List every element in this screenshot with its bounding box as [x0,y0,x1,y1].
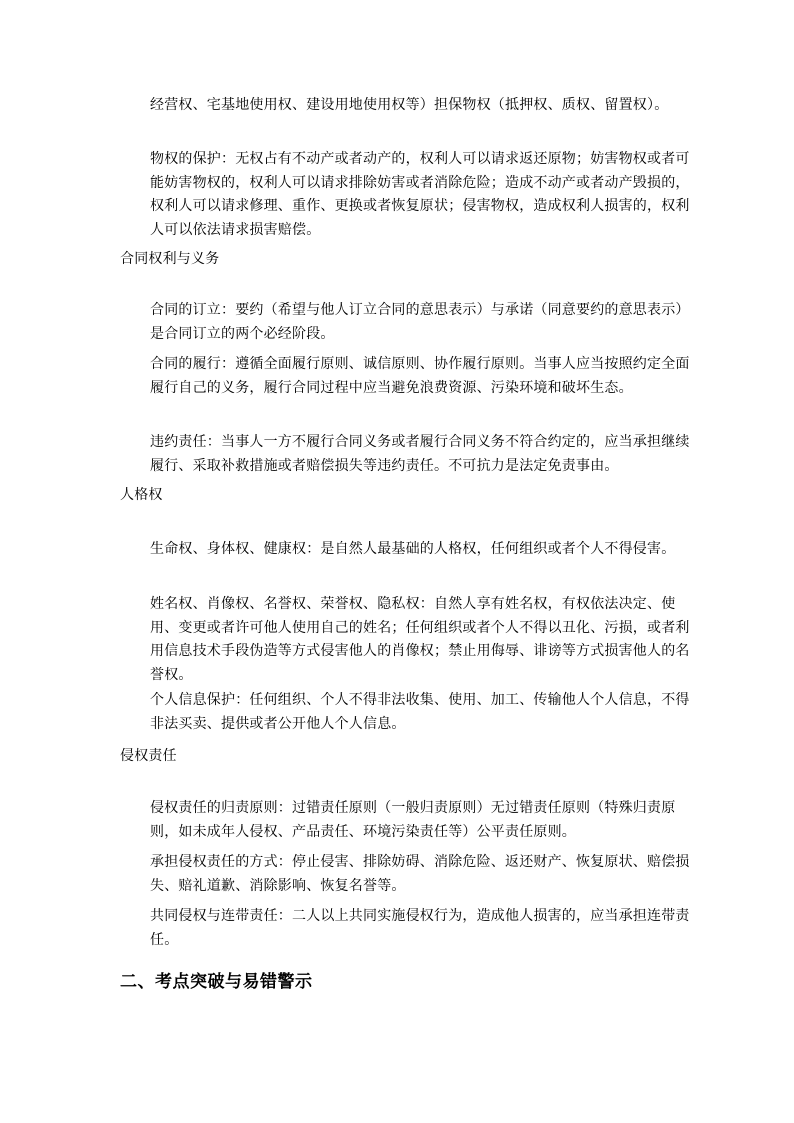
paragraph-property-protection: 物权的保护：无权占有不动产或者动产的，权利人可以请求返还原物；妨害物权或者可能妨害物权的，权利人可以请求排除妨害或者消除危险；造成不动产或者动产毁损的，权利人可以请求修理、重作、更换或者恢复原状；侵害物权，造成权利人损害的，权利人可以依法请求损害赔偿。 [150,151,690,238]
paragraph-liability-methods: 承担侵权责任的方式：停止侵害、排除妨碍、消除危险、返还财产、恢复原状、赔偿损失、赔礼道歉、消除影响、恢复名誉等。 [150,854,690,894]
paragraph-life-body-health-rights: 生命权、身体权、健康权：是自然人最基础的人格权，任何组织或者个人不得侵害。 [150,541,676,557]
heading-personality-rights: 人格权 [120,487,163,503]
paragraph-personal-information-protection: 个人信息保护：任何组织、个人不得非法收集、使用、加工、传输他人个人信息，不得非法买卖、提供或者公开他人个人信息。 [150,692,690,732]
paragraph-contract-formation: 合同的订立：要约（希望与他人订立合同的意思表示）与承诺（同意要约的意思表示）是合同订立的两个必经阶段。 [150,302,690,342]
paragraph-joint-tort-liability: 共同侵权与连带责任：二人以上共同实施侵权行为，造成他人损害的，应当承担连带责任。 [150,908,690,948]
paragraph-name-portrait-reputation-rights: 姓名权、肖像权、名誉权、荣誉权、隐私权：自然人享有姓名权，有权依法决定、使用、变更或者许可他人使用自己的姓名；任何组织或者个人不得以丑化、污损，或者利用信息技术手段伪造等方式侵害他人的肖像权；禁止用侮辱、诽谤等方式损害他人的名誉权。 [150,596,690,683]
paragraph-property-types-continued: 经营权、宅基地使用权、建设用地使用权等）担保物权（抵押权、质权、留置权）。 [150,97,669,113]
paragraph-liability-principles: 侵权责任的归责原则：过错责任原则（一般归责原则）无过错责任原则（特殊归责原则，如未成年人侵权、产品责任、环境污染责任等）公平责任原则。 [150,800,676,840]
heading-contract-rights-obligations: 合同权利与义务 [120,251,220,267]
paragraph-contract-performance: 合同的履行：遵循全面履行原则、诚信原则、协作履行原则。当事人应当按照约定全面履行自己的义务，履行合同过程中应当避免浪费资源、污染环境和破坏生态。 [150,356,690,396]
section-title-key-points: 二、考点突破与易错警示 [120,972,313,992]
paragraph-breach-liability: 违约责任：当事人一方不履行合同义务或者履行合同义务不符合约定的，应当承担继续履行、采取补救措施或者赔偿损失等违约责任。不可抗力是法定免责事由。 [150,434,690,474]
heading-tort-liability: 侵权责任 [120,748,177,764]
